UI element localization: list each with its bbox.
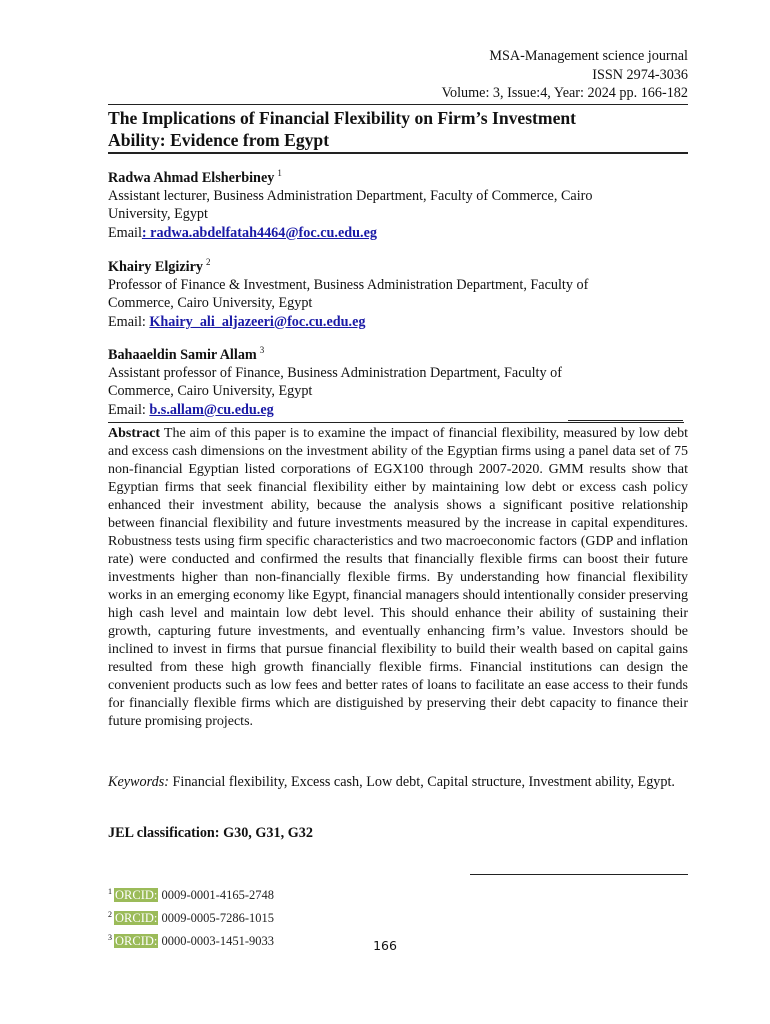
author-sup: 1 (277, 168, 282, 178)
paper-title (108, 107, 688, 151)
orcid-id: 0009-0001-4165-2748 (158, 888, 274, 902)
author-block-1 (108, 164, 693, 242)
author-email-link[interactable]: Khairy_ali_aljazeeri@foc.cu.edu.eg (149, 313, 366, 330)
orcid-id: 0000-0003-1451-9033 (158, 934, 274, 948)
page-number: 166 (373, 938, 397, 953)
author-affiliation-cont: Commerce, Cairo University, Egypt (108, 383, 313, 400)
author-name: Radwa Ahmad Elsherbiney (108, 170, 275, 186)
orcid-label[interactable]: ORCID: (115, 934, 158, 948)
abstract-top-rule-short (568, 420, 683, 421)
author-sup: 3 (259, 345, 265, 355)
email-label: Email: (108, 401, 150, 418)
keywords-label: Keywords: (108, 774, 169, 790)
orcid-label[interactable]: ORCID: (115, 888, 158, 902)
orcid-id: 0009-0005-7286-1015 (158, 911, 274, 925)
footnote-2 (108, 905, 274, 928)
email-label: Email: (108, 313, 150, 330)
title-line-2: Ability: Evidence from Egypt (108, 130, 330, 150)
abstract-top-rule (108, 422, 684, 423)
author-affiliation-cont: University, Egypt (108, 206, 208, 223)
footnote-rule (470, 874, 688, 875)
author-name: Bahaaeldin Samir Allam (108, 347, 257, 363)
orcid-label[interactable]: ORCID: (115, 911, 158, 925)
keywords (108, 773, 688, 792)
author-affiliation-cont: Commerce, Cairo University, Egypt (108, 295, 313, 312)
abstract (108, 425, 688, 731)
author-sup: 2 (205, 257, 211, 267)
abstract-label: Abstract (108, 426, 161, 441)
author-email-link[interactable]: b.s.allam@cu.edu.eg (149, 401, 274, 418)
footnote-number: 2 (108, 910, 112, 919)
author-name: Khairy Elgiziry (108, 259, 203, 275)
jel-classification: JEL classification: G30, G31, G32 (108, 825, 313, 841)
keywords-text: Financial flexibility, Excess cash, Low debt, Capital structure, Investment ability, Egypt. (168, 774, 675, 790)
author-affiliation: Assistant professor of Finance, Business Administration Department, Faculty of (108, 365, 562, 382)
title-rule (108, 152, 688, 154)
footnote-number: 3 (108, 933, 112, 942)
journal-issn: ISSN 2974-3036 (592, 66, 688, 83)
author-block-3 (108, 341, 693, 419)
journal-volume: Volume: 3, Issue:4, Year: 2024 pp. 166-182 (441, 85, 688, 101)
author-block-2 (108, 253, 693, 331)
email-label: Email (108, 224, 142, 241)
footnote-number: 1 (108, 887, 112, 896)
header-rule (108, 104, 688, 105)
journal-name: MSA-Management science journal (489, 48, 688, 64)
author-affiliation: Professor of Finance & Investment, Business Administration Department, Faculty of (108, 277, 589, 294)
author-affiliation: Assistant lecturer, Business Administration Department, Faculty of Commerce, Cairo (108, 188, 593, 205)
journal-header (442, 47, 688, 103)
author-email-link[interactable]: : radwa.abdelfatah4464@foc.cu.edu.eg (141, 224, 377, 241)
abstract-text: The aim of this paper is to examine the impact of financial flexibility, measured by low debt and excess cash dimensions on the investment ability of the Egyptian firms using a panel data set of 75 non-financial Egyptian listed corporations of EGX100 through 2007-2020. GMM results show that Egyptian firms that seek financial flexibility either by maintaining low debt or excess cash policy enhanced their investment ability, because the analysis shows a significant positive relationship between financial flexibility and future investments measured by the increase in capital expenditures. Robustness tests using firm specific characteristics and two macroeconomic factors (GDP and inflation rate) were conducted and confirmed the results that financially flexible firms can boost their future investments higher than non-financially flexible firms. By understanding how financial flexibility works in an emerging economy like Egypt, financial managers should intentionally consider preserving high cash level and maintain low debt level. This should enhance their ability of sustaining their growth, capturing future investments, and eventually enhancing firm’s value. Investors should be inclined to invest in firms that pursue financial flexibility to build their wealth based on capital gains resulted from these high growth financially flexible firms. Financial institutions can design the convenient products such as low fees and better rates of loans to facilitate an ease access to their funds for financially flexible firms which are distiguished by preserving their debt capacity to finance their future promising projects. (108, 426, 689, 729)
title-line-1: The Implications of Financial Flexibility on Firm’s Investment (108, 108, 577, 128)
footnote-1 (108, 882, 274, 905)
